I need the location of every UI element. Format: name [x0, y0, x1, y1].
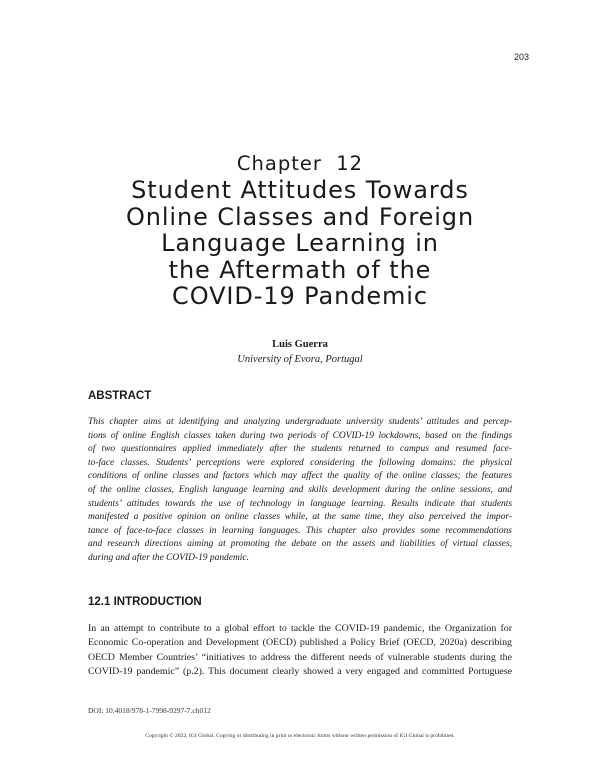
doi: DOI: 10.4018/978-1-7998-9297-7.ch012	[88, 706, 211, 715]
abstract-heading: ABSTRACT	[88, 390, 152, 402]
page-number: 203	[513, 52, 529, 62]
introduction-body	[88, 622, 512, 679]
introduction-heading: 12.1 INTRODUCTION	[88, 596, 202, 608]
chapter-title-line: Student Attitudes Towards	[131, 176, 469, 204]
chapter-title-line: Online Classes and Foreign	[125, 202, 475, 231]
introduction-line: OECD Member Countries’ “initiatives to address the different needs of vulnerable students during the	[88, 651, 512, 663]
chapter-title-line: the Aftermath of the	[168, 255, 432, 284]
abstract-line: manifested a positive opinion on online classes while, at the same time, they also perceived the impor-	[88, 512, 512, 523]
abstract-line: tance of face-to-face classes in learning languages. This chapter also provides some recommendations	[88, 525, 512, 536]
author-name: Luis Guerra	[272, 339, 328, 350]
abstract-line: of the online classes, English language learning and skills development during the online sessions, and	[88, 484, 512, 495]
introduction-line: Economic Co-operation and Development (OECD) published a Policy Brief (OECD, 2020a) describing	[88, 637, 512, 649]
abstract-line: conditions of online classes and factors which may affect the quality of the online classes; the features	[88, 471, 512, 482]
abstract-body	[88, 416, 512, 566]
chapter-title-line: Language Learning in	[161, 229, 439, 257]
abstract-line: and research directions aiming at promoting the debate on the assets and liabilities of virtual classes,	[88, 539, 512, 550]
abstract-line: of two questionnaires applied immediately after the students returned to campus and resumed face-	[88, 444, 512, 455]
abstract-line: during and after the COVID-19 pandemic.	[88, 552, 249, 563]
introduction-line: In an attempt to contribute to a global effort to tackle the COVID-19 pandemic, the Organization for	[88, 623, 512, 634]
author-affiliation: University of Evora, Portugal	[237, 354, 363, 365]
abstract-line: This chapter aims at identifying and analyzing undergraduate university students’ attitudes and percep-	[88, 417, 512, 427]
abstract-line: students’ attitudes towards the use of technology in language learning. Results indicate that students	[88, 498, 512, 509]
chapter-title-line: COVID-19 Pandemic	[172, 282, 428, 310]
copyright-notice: Copyright © 2022, IGI Global. Copying or distributing in print or electronic forms without written permission of IGI Global is prohibited.	[145, 733, 455, 739]
chapter-label: Chapter 12	[236, 152, 364, 175]
chapter-title	[60, 177, 540, 310]
abstract-line: to-face classes. Students’ perceptions were explored considering the following domains: the physical	[88, 457, 512, 468]
abstract-line: tions of online English classes taken during two periods of COVID-19 lockdowns, based on the findings	[88, 430, 512, 441]
introduction-line: COVID-19 pandemic” (p.2). This document clearly showed a very engaged and committed Portuguese	[88, 665, 512, 677]
